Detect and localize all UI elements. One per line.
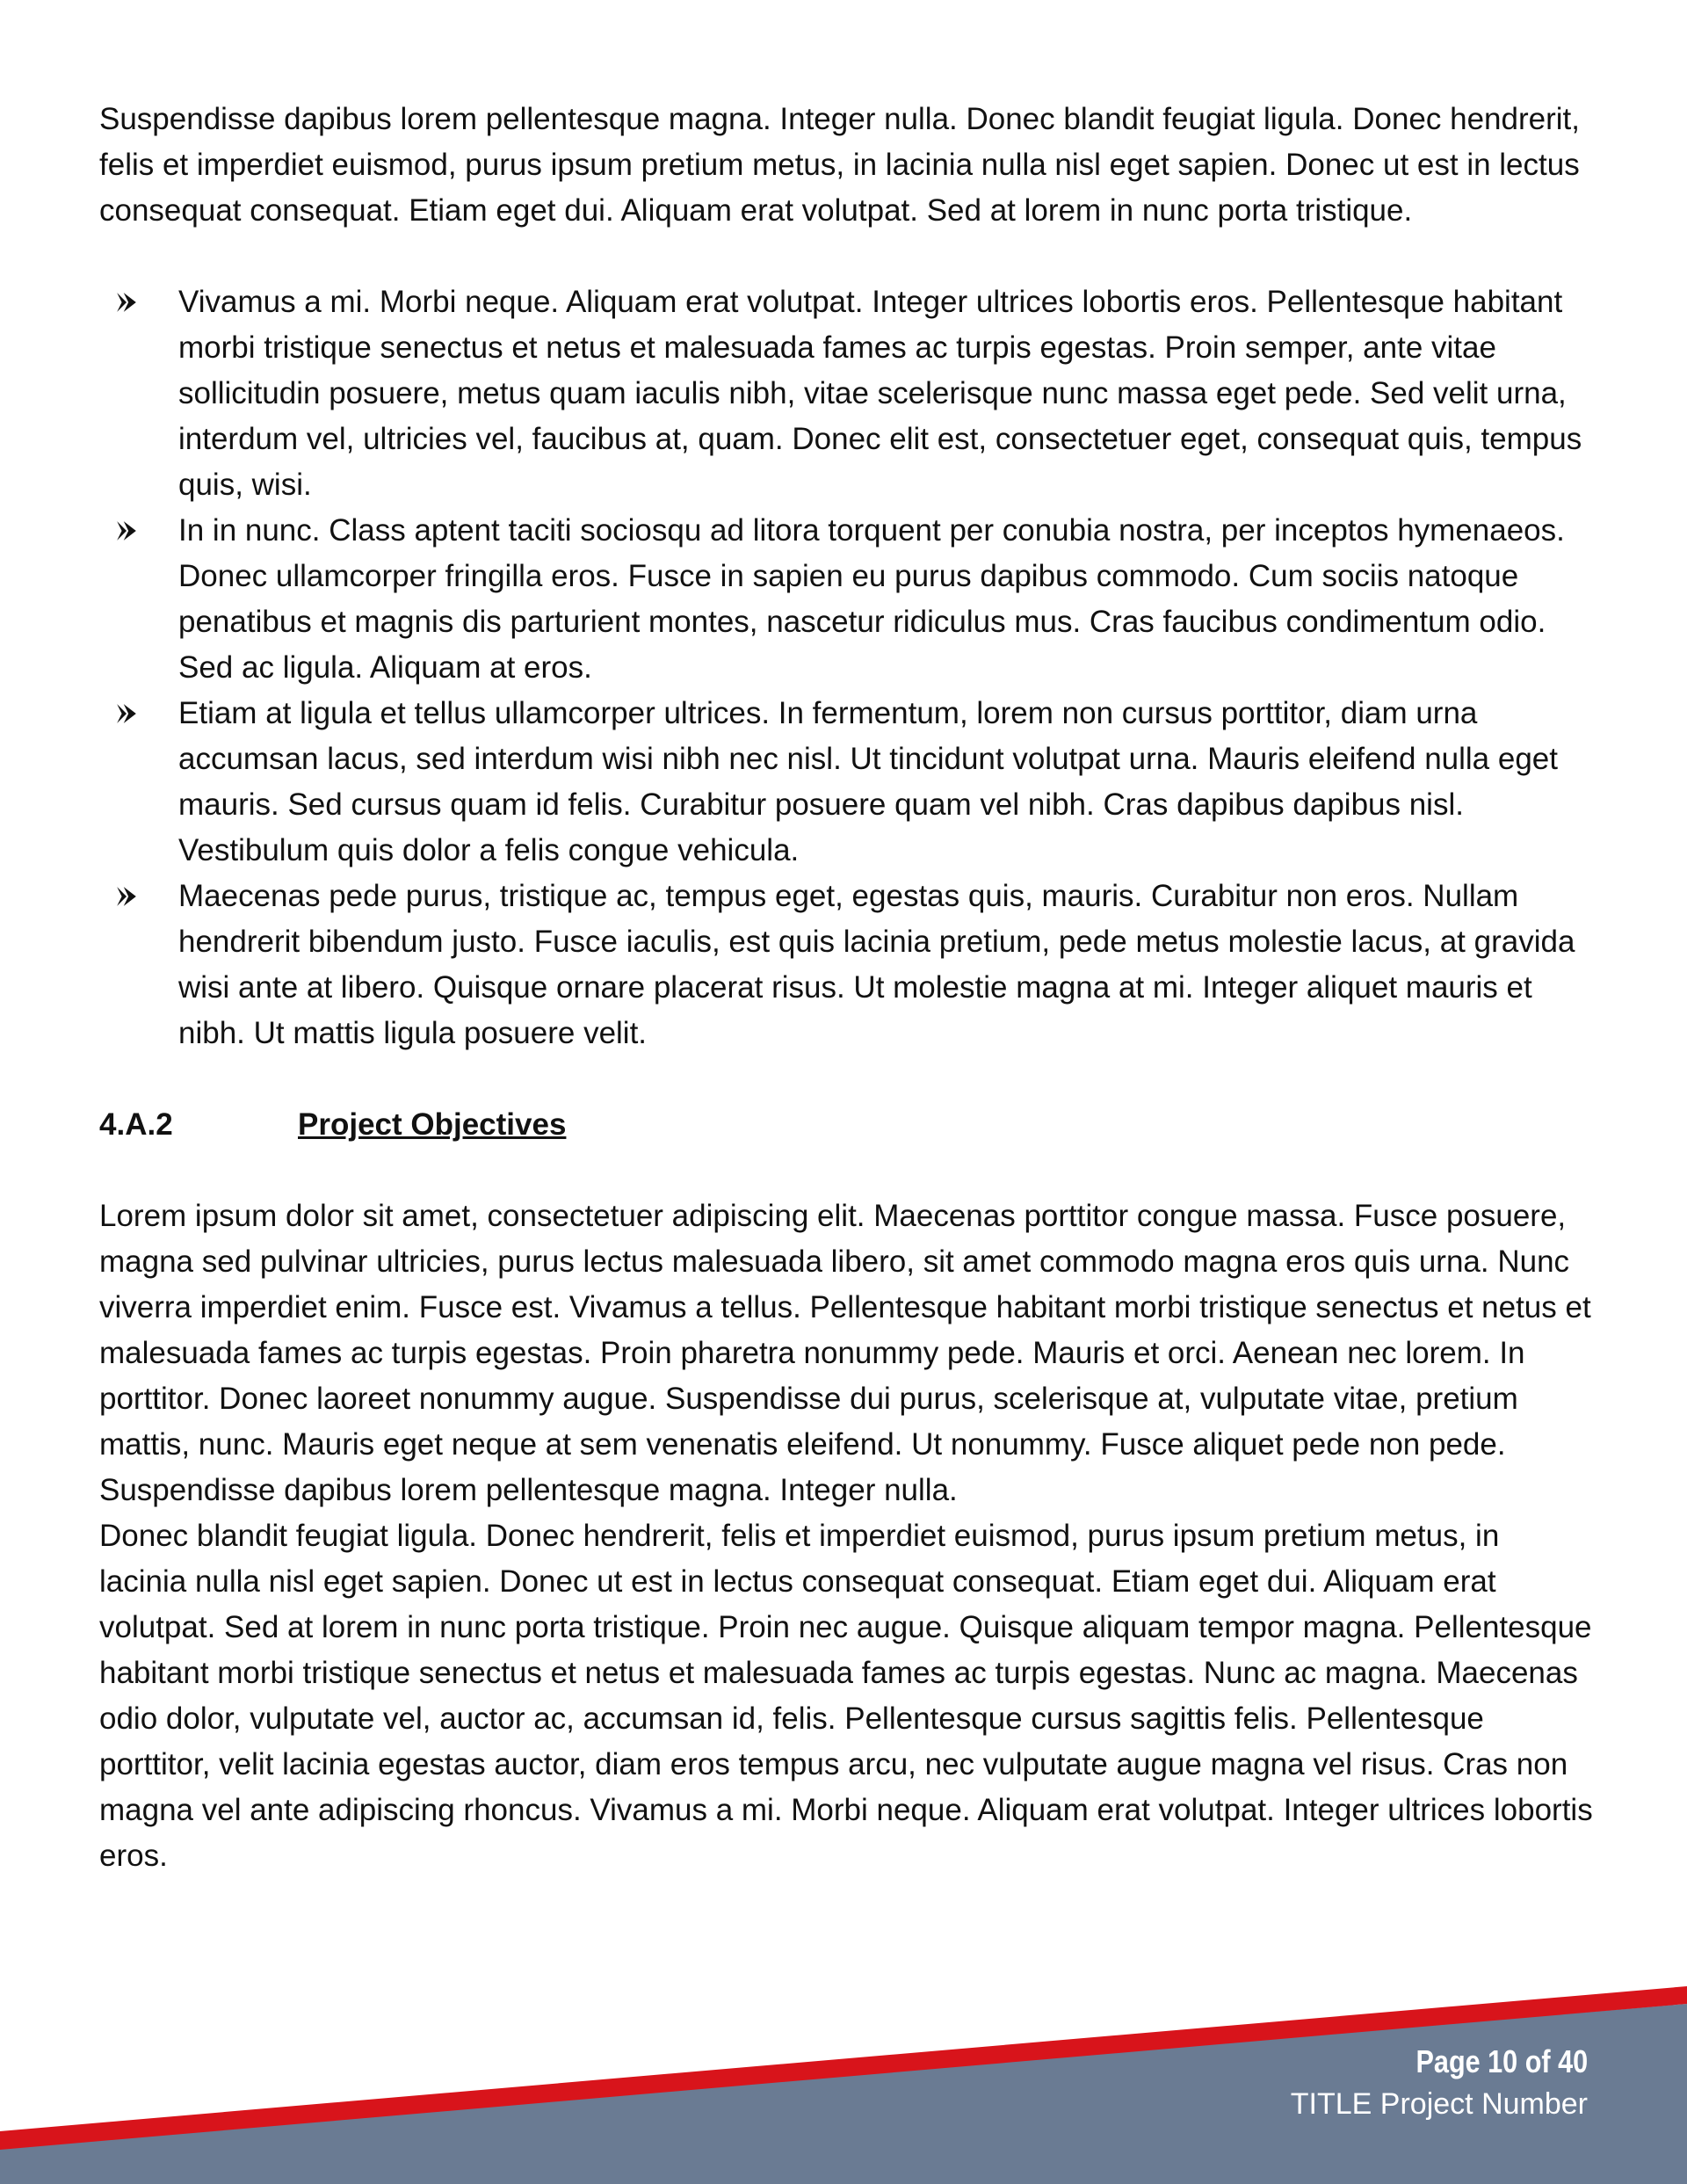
- intro-paragraph: Suspendisse dapibus lorem pellentesque magna. Integer nulla. Donec blandit feugiat ligula. Donec hendrerit, felis et imperdiet euismod, purus ipsum pretium metus, in lacinia nulla nisl eget sapien. Donec ut est in lectus consequat consequat. Etiam eget dui. Aliquam erat volutpat. Sed at lorem in nunc porta tristique.: [99, 102, 1580, 228]
- section-title: Project Objectives: [298, 1107, 567, 1142]
- page-number: Page 10 of 40: [1415, 2043, 1588, 2079]
- list-item-text: Etiam at ligula et tellus ullamcorper ultrices. In fermentum, lorem non cursus porttitor, diam urna accumsan lacus, sed interdum wisi nibh nec nisl. Ut tincidunt volutpat urna. Mauris eleifend nulla eget mauris. Sed cursus quam id felis. Curabitur posuere quam vel nibh. Cras dapibus dapibus nisl. Vestibulum quis dolor a felis congue vehicula.: [178, 696, 1558, 867]
- list-item-text: In in nunc. Class aptent taciti sociosqu ad litora torquent per conubia nostra, per inceptos hymenaeos. Donec ullamcorper fringilla eros. Fusce in sapien eu purus dapibus commodo. Cum sociis natoque penatibus et magnis dis parturient montes, nascetur ridiculus mus. Cras faucibus condimentum odio. Sed ac ligula. Aliquam at eros.: [178, 513, 1565, 685]
- list-item-text: Maecenas pede purus, tristique ac, tempus eget, egestas quis, mauris. Curabitur non eros. Nullam hendrerit bibendum justo. Fusce iaculis, est quis lacinia pretium, pede metus molestie lacus, at gravida wisi ante at libero. Quisque ornare placerat risus. Ut molestie magna at mi. Integer aliquet mauris et nibh. Ut mattis ligula posuere velit.: [178, 879, 1575, 1050]
- body-paragraph: Lorem ipsum dolor sit amet, consectetuer adipiscing elit. Maecenas porttitor congue massa. Fusce posuere, magna sed pulvinar ultricies, purus lectus malesuada libero, sit amet commodo magna eros quis urna. Nunc viverra imperdiet enim. Fusce est. Vivamus a tellus. Pellentesque habitant morbi tristique senectus et netus et malesuada fames ac turpis egestas. Proin pharetra nonummy pede. Mauris et orci. Aenean nec lorem. In porttitor. Donec laoreet nonummy augue. Suspendisse dui purus, scelerisque at, vulputate vitae, pretium mattis, nunc. Mauris eget neque at sem venenatis eleifend. Ut nonummy. Fusce aliquet pede non pede. Suspendisse dapibus lorem pellentesque magna. Integer nulla.: [99, 1199, 1591, 1507]
- section-number: 4.A.2: [99, 1107, 173, 1142]
- document-title: TITLE Project Number: [1290, 2087, 1588, 2121]
- list-item-text: Vivamus a mi. Morbi neque. Aliquam erat volutpat. Integer ultrices lobortis eros. Pellentesque habitant morbi tristique senectus et netus et malesuada fames ac turpis egestas. Proin semper, ante vitae sollicitudin posuere, metus quam iaculis nibh, vitae scelerisque nunc massa eget pede. Sed velit urna, interdum vel, ultricies vel, faucibus at, quam. Donec elit est, consectetuer eget, consequat quis, tempus quis, wisi.: [178, 285, 1582, 502]
- body-paragraph: Donec blandit feugiat ligula. Donec hendrerit, felis et imperdiet euismod, purus ipsum pretium metus, in lacinia nulla nisl eget sapien. Donec ut est in lectus consequat consequat. Etiam eget dui. Aliquam erat volutpat. Sed at lorem in nunc porta tristique. Proin nec augue. Quisque aliquam tempor magna. Pellentesque habitant morbi tristique senectus et netus et malesuada fames ac turpis egestas. Nunc ac magna. Maecenas odio dolor, vulputate vel, auctor ac, accumsan id, felis. Pellentesque cursus sagittis felis. Pellentesque porttitor, velit lacinia egestas auctor, diam eros tempus arcu, nec vulputate augue magna vel risus. Cras non magna vel ante adipiscing rhoncus. Vivamus a mi. Morbi neque. Aliquam erat volutpat. Integer ultrices lobortis eros.: [99, 1519, 1593, 1873]
